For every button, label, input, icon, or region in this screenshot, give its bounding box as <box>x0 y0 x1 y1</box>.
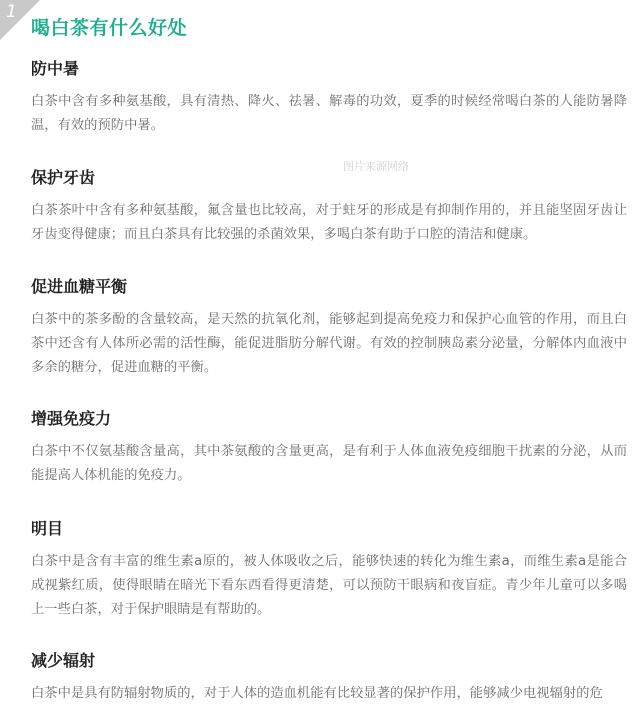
watermark: 图片来源网络 <box>343 160 409 173</box>
section-body: 白茶茶叶中含有多种氨基酸，氟含量也比较高，对于蛀牙的形成是有抑制作用的，并且能坚固牙齿让牙齿变得健康；而且白茶具有比较强的杀菌效果，多喝白茶有助于口腔的清洁和健康。 <box>31 203 627 242</box>
section-blood-sugar <box>31 276 627 380</box>
section-radiation <box>31 650 627 706</box>
section-heading: 防中暑 <box>31 59 80 78</box>
page-title: 喝白茶有什么好处 <box>31 17 188 39</box>
section-eyesight <box>31 518 627 622</box>
section-heading: 促进血糖平衡 <box>31 277 128 296</box>
section-body: 白茶中是具有防辐射物质的，对于人体的造血机能有比较显著的保护作用，能够减少电视辐射的危 <box>31 686 603 701</box>
section-heading: 明目 <box>31 519 64 538</box>
section-heading: 减少辐射 <box>31 651 96 670</box>
section-body: 白茶中含有多种氨基酸，具有清热、降火、祛暑、解毒的功效，夏季的时候经常喝白茶的人能防暑降温，有效的预防中暑。 <box>31 94 627 133</box>
section-teeth <box>31 167 627 247</box>
section-heatstroke <box>31 58 627 138</box>
section-body: 白茶中不仅氨基酸含量高，其中茶氨酸的含量更高，是有利于人体血液免疫细胞干扰素的分泌，从而能提高人体机能的免疫力。 <box>31 444 627 483</box>
section-body: 白茶中的茶多酚的含量较高，是天然的抗氧化剂，能够起到提高免疫力和保护心血管的作用，而且白茶中还含有人体所必需的活性酶，能促进脂肪分解代谢。有效的控制胰岛素分泌量，分解体内血液中多余的糖分，促进血糖的平衡。 <box>31 312 627 375</box>
section-heading: 保护牙齿 <box>31 168 96 187</box>
section-heading: 增强免疫力 <box>31 409 112 428</box>
section-immunity <box>31 408 627 488</box>
section-body: 白茶中是含有丰富的维生素a原的，被人体吸收之后，能够快速的转化为维生素a，而维生素a是能合成视紫红质，使得眼睛在暗光下看东西看得更清楚，可以预防干眼病和夜盲症。青少年儿童可以多喝上一些白茶，对于保护眼睛是有帮助的。 <box>31 554 627 617</box>
badge-number: 1 <box>6 2 17 22</box>
